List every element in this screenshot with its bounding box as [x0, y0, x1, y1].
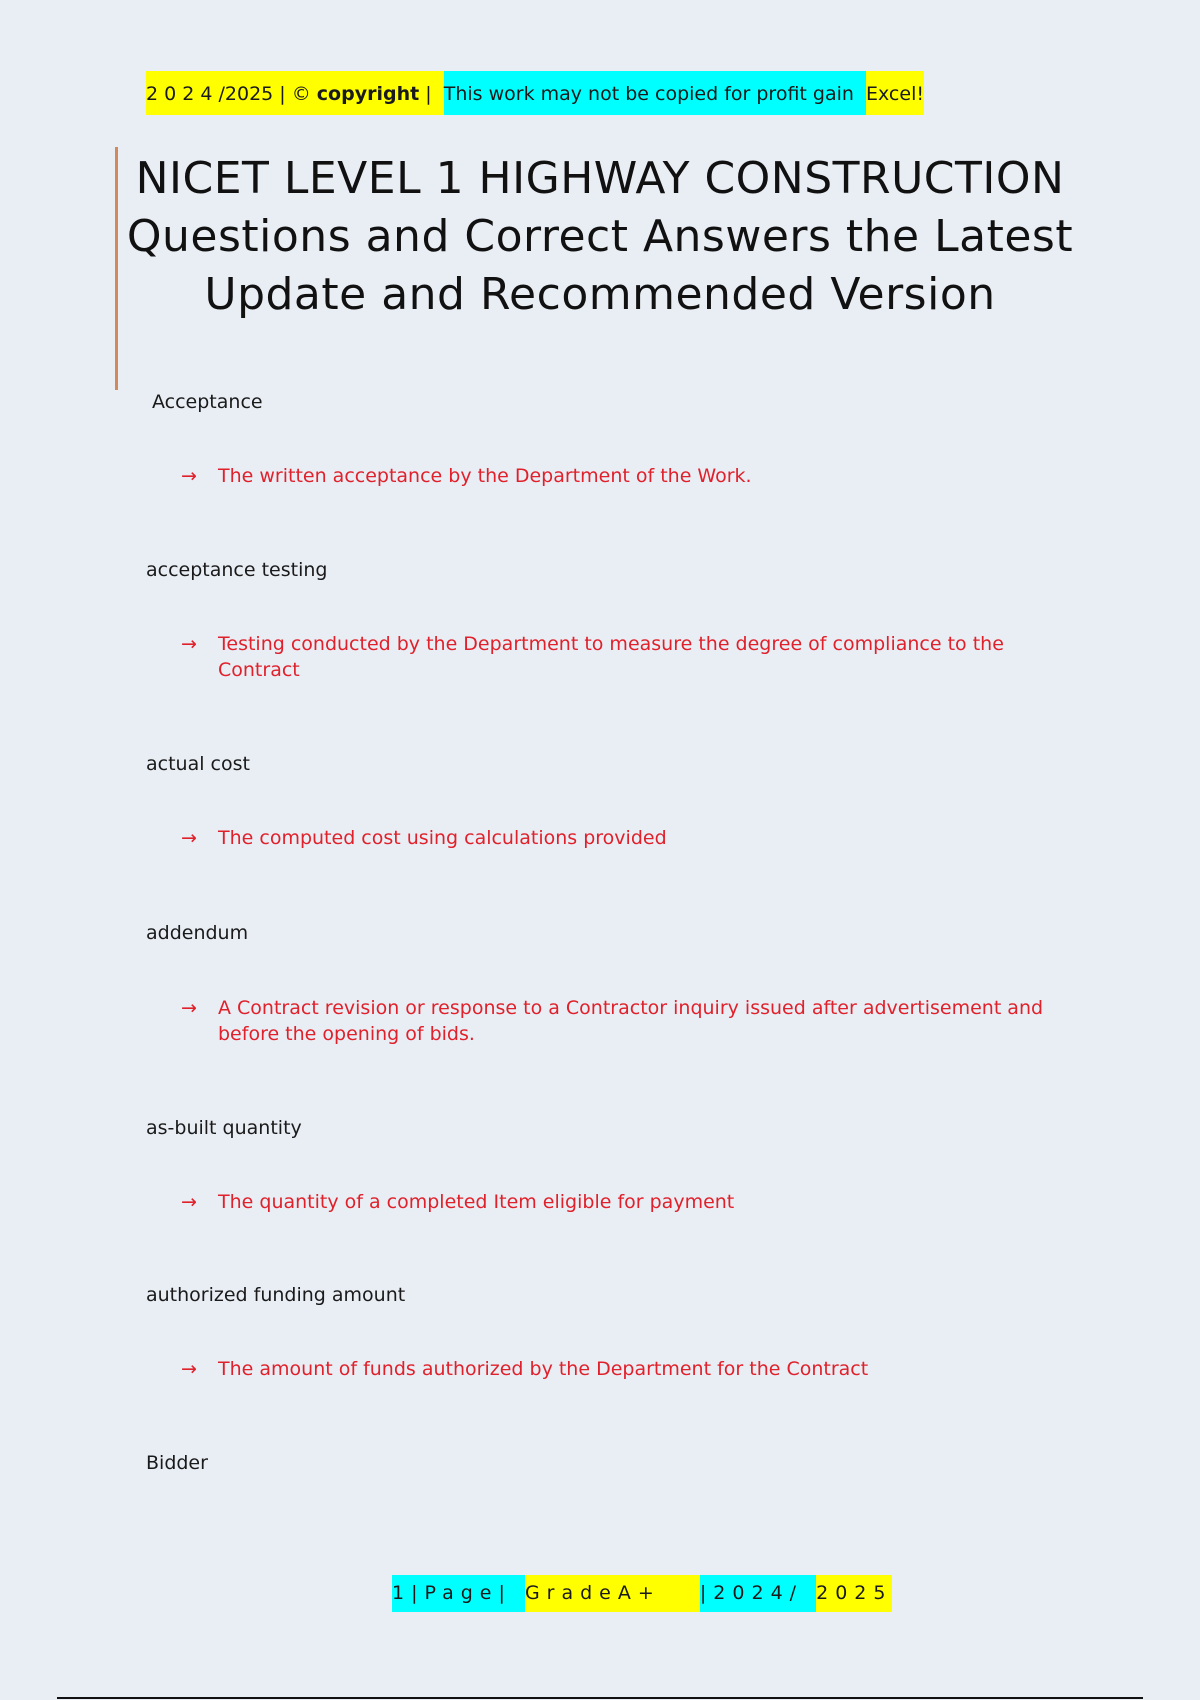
arrow-icon: →: [181, 1358, 197, 1380]
footer-page: 1|Page|: [392, 1575, 525, 1612]
page-footer: [392, 1575, 892, 1612]
arrow-icon: →: [181, 465, 197, 487]
term: authorized funding amount: [146, 1284, 406, 1306]
term: as-built quantity: [146, 1117, 302, 1139]
term: addendum: [146, 922, 249, 944]
title-accent-bar: [115, 147, 118, 390]
term: Bidder: [146, 1452, 208, 1474]
copyright-banner: [146, 71, 924, 115]
banner-notice: This work may not be copied for profit gain: [444, 71, 866, 115]
arrow-icon: →: [181, 633, 197, 655]
term: actual cost: [146, 753, 250, 775]
answer: → The amount of funds authorized by the Department for the Contract: [181, 1358, 869, 1380]
term: Acceptance: [152, 391, 263, 413]
answer: → The written acceptance by the Department of the Work.: [181, 465, 752, 487]
document-title: NICET LEVEL 1 HIGHWAY CONSTRUCTION Questions and Correct Answers the Latest Update and Recommended Version: [126, 153, 1074, 320]
answer: → The quantity of a completed Item eligible for payment: [181, 1191, 735, 1213]
answer: → A Contract revision or response to a Contractor inquiry issued after advertisement and before the opening of bids.: [181, 997, 1044, 1045]
banner-year: 2 0 2 4 /2025 | © copyright |: [146, 71, 444, 115]
footer-year-end: 2025: [816, 1575, 892, 1612]
arrow-icon: →: [181, 827, 197, 849]
banner-excel: Excel!: [866, 71, 924, 115]
arrow-icon: →: [181, 1191, 197, 1213]
answer: → The computed cost using calculations provided: [181, 827, 667, 849]
answer: → Testing conducted by the Department to measure the degree of compliance to the Contract: [181, 633, 1004, 681]
arrow-icon: →: [181, 997, 197, 1019]
page-divider: [57, 1697, 1143, 1699]
term: acceptance testing: [146, 559, 328, 581]
footer-grade: GradeA+: [525, 1575, 700, 1612]
footer-year: |2024/: [700, 1575, 816, 1612]
